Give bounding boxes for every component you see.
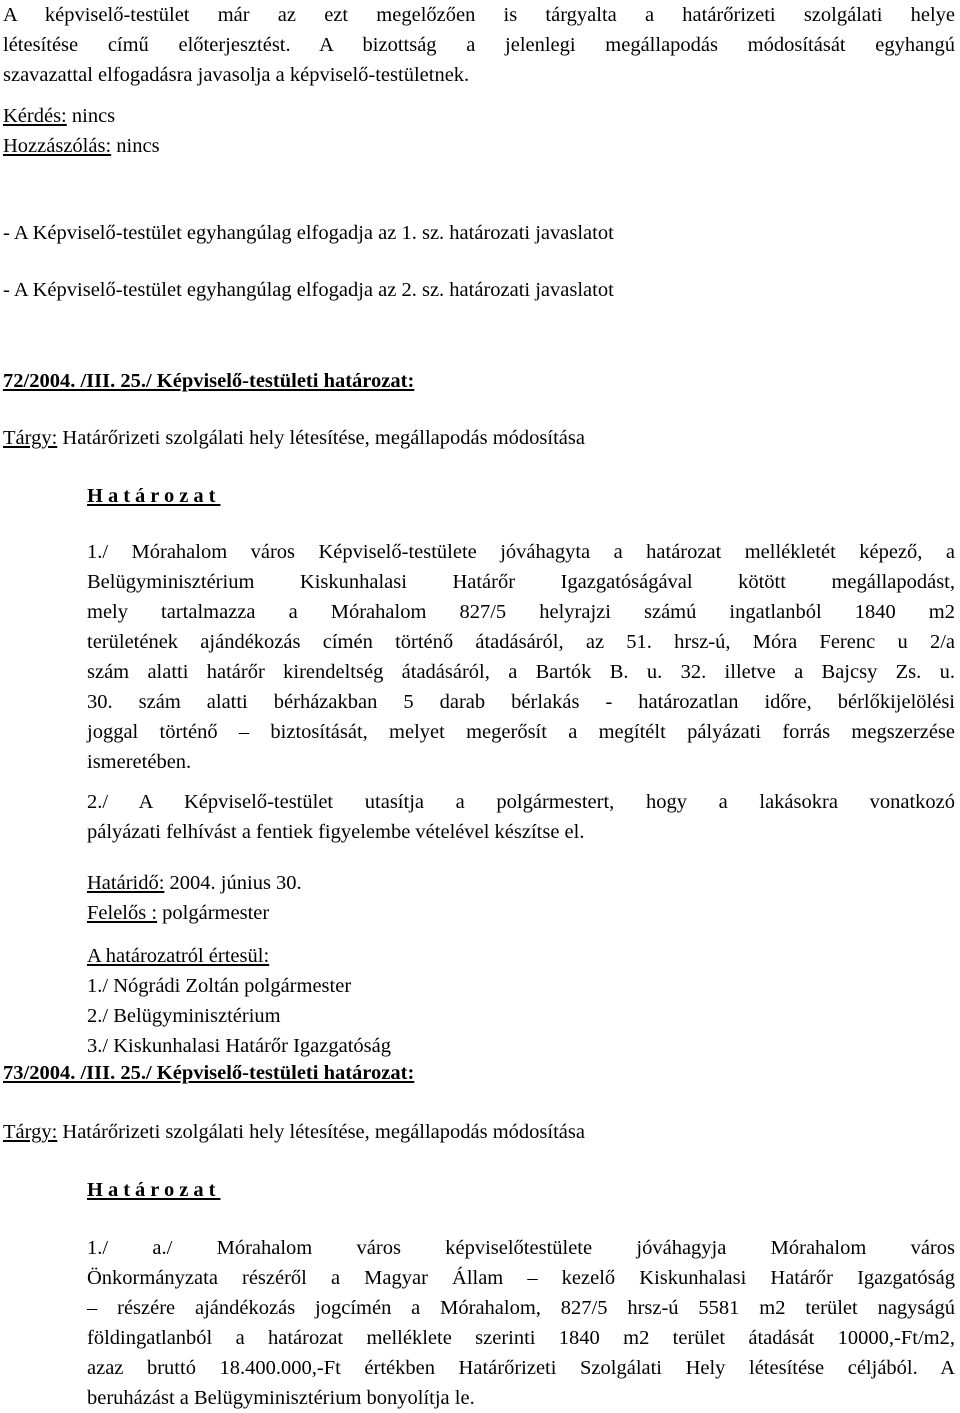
intro-line: létesítése című előterjesztést. A bizottság a jelenlegi megállapodás módosítását egyhangú [3,34,955,56]
paragraph-line: 30. szám alatti bérházakban 5 darab bérlakás - határozatlan időre, bérlőkijelölési [87,691,955,713]
notify-label: A határozatról értesül: [87,945,270,967]
subject-line [3,423,955,453]
paragraph-line: Belügyminisztérium Kiskunhalasi Határőr Igazgatóságával kötött megállapodást, [87,571,955,593]
paragraph-line: joggal történő – biztosítását, melyet megerősít a megítélt pályázati forrás megszerzése [87,721,955,743]
notify-item: 3./ Kiskunhalasi Határőr Igazgatóság [87,1035,391,1057]
paragraph-line: területének ajándékozás címén történő átadásáról, az 51. hrsz-ú, Móra Ferenc u 2/a [87,631,955,653]
deadline-value: 2004. június 30. [164,872,302,894]
vote-line: - A Képviselő-testület egyhangúlag elfogadja az 2. sz. határozati javaslatot [3,279,614,301]
notify-item: 2./ Belügyminisztérium [87,1005,281,1027]
comment-value: nincs [111,135,160,157]
comment-line [3,131,955,161]
intro-paragraph [3,0,955,90]
subject-line [3,1117,955,1147]
intro-line: szavazattal elfogadásra javasolja a képviselő-testületnek. [3,64,470,86]
paragraph-line: mely tartalmazza a Mórahalom 827/5 helyrajzi számú ingatlanból 1840 m2 [87,601,955,623]
question-value: nincs [66,105,116,127]
intro-line: A képviselő-testület már az ezt megelőzően is tárgyalta a határőrizeti szolgálati helye [3,4,955,26]
paragraph-line: pályázati felhívást a fentiek figyelembe vételével készítse el. [87,821,585,843]
paragraph-line: 1./ Mórahalom város Képviselő-testülete jóváhagyta a határozat mellékletét képező, a [87,541,955,563]
deadline-label: Határidő: [87,872,165,894]
subject-text: Határőrizeti szolgálati hely létesítése, megállapodás módosítása [57,1121,585,1143]
resolution73-point1 [87,1233,955,1413]
subject-label: Tárgy: [3,427,58,449]
resolution72-point2 [87,787,955,847]
paragraph-line: azaz bruttó 18.400.000,-Ft értékben Határőrizeti Szolgálati Hely létesítése céljából. A [87,1357,955,1379]
vote-line: - A Képviselő-testület egyhangúlag elfogadja az 1. sz. határozati javaslatot [3,222,614,244]
paragraph-line: földingatlanból a határozat melléklete szerinti 1840 m2 terület átadását 10000,-Ft/m2, [87,1327,955,1349]
notify-item: 1./ Nógrádi Zoltán polgármester [87,975,352,997]
question-line [3,101,955,131]
paragraph-line: Önkormányzata részéről a Magyar Állam – kezelő Kiskunhalasi Határőr Igazgatóság [87,1267,955,1289]
paragraph-line: ismeretében. [87,751,192,773]
comment-label: Hozzászólás: [3,135,112,157]
responsible-label: Felelős : [87,902,158,924]
subject-label: Tárgy: [3,1121,58,1143]
subject-text: Határőrizeti szolgálati hely létesítése, megállapodás módosítása [57,427,585,449]
paragraph-line: szám alatti határőr kirendeltség átadásáról, a Bartók B. u. 32. illetve a Bajcsy Zs. u. [87,661,955,683]
question-label: Kérdés: [3,105,67,127]
paragraph-line: 2./ A Képviselő-testület utasítja a polgármestert, hogy a lakásokra vonatkozó [87,791,955,813]
paragraph-line: beruházást a Belügyminisztérium bonyolítja le. [87,1387,475,1409]
responsible-line [87,898,955,928]
resolution-heading: 73/2004. /III. 25./ Képviselő-testületi határozat: [3,1062,415,1084]
resolution-heading: 72/2004. /III. 25./ Képviselő-testületi határozat: [3,370,415,392]
paragraph-line: 1./ a./ Mórahalom város képviselőtestülete jóváhagyja Mórahalom város [87,1237,955,1259]
resolution72-point1 [87,537,955,777]
notify-list [87,971,955,1061]
paragraph-line: – részére ajándékozás jogcímén a Mórahalom, 827/5 hrsz-ú 5581 m2 terület nagyságú [87,1297,955,1319]
responsible-value: polgármester [157,902,270,924]
hatarozat-title: Határozat [87,485,221,507]
deadline-line [87,868,955,898]
hatarozat-title: Határozat [87,1179,221,1201]
